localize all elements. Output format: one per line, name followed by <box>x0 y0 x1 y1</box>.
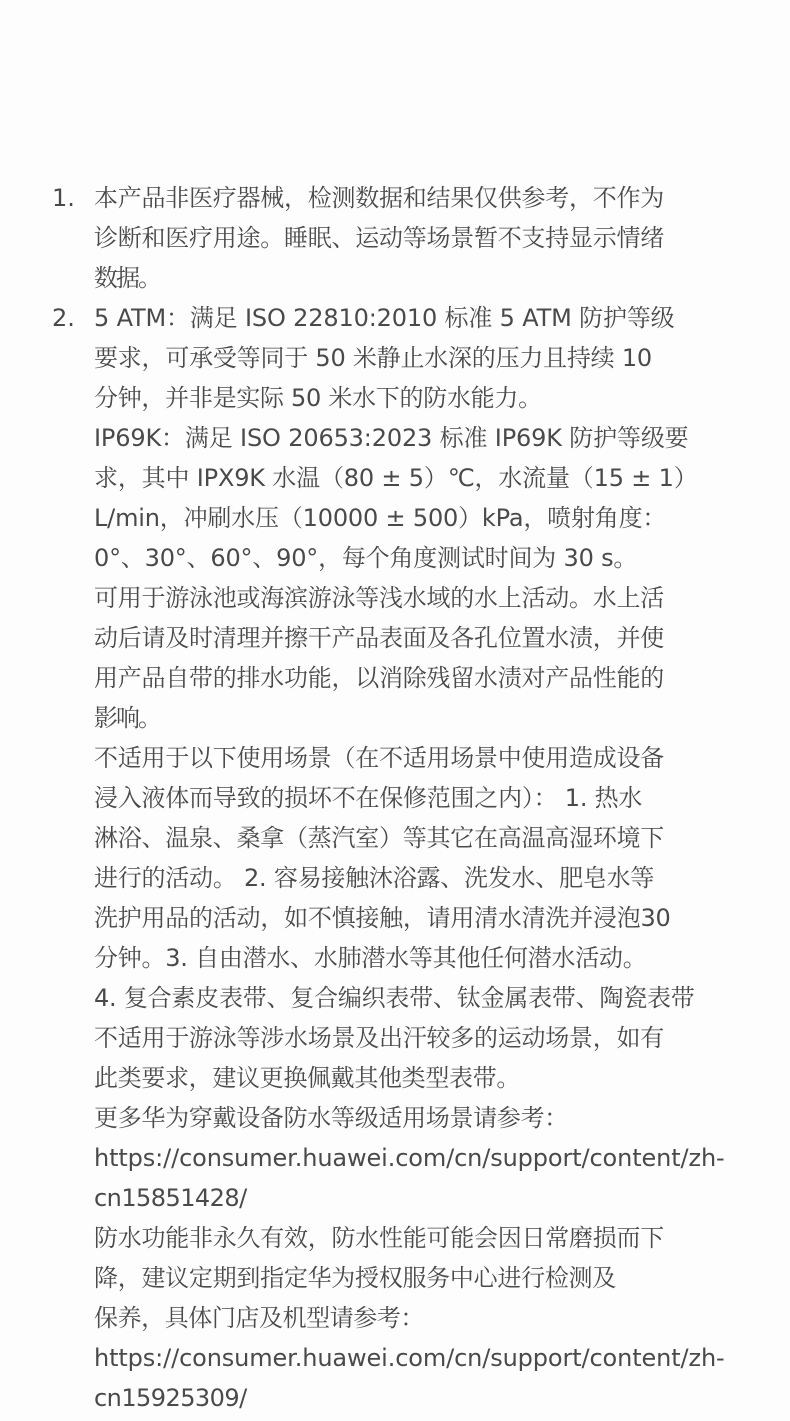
note-line: 要求，可承受等同于 50 米静止水深的压力且持续 10 <box>94 344 652 372</box>
note-line: 本产品非医疗器械，检测数据和结果仅供参考，不作为 <box>94 184 664 212</box>
note-line: L/min，冲刷水压（10000 ± 500）kPa，喷射角度： <box>94 504 667 532</box>
note-line: 洗护用品的活动，如不慎接触，请用清水清洗并浸泡30 <box>94 904 671 932</box>
note-line: 进行的活动。 2. 容易接触沐浴露、洗发水、肥皂水等 <box>94 864 655 892</box>
note-line: 求，其中 IPX9K 水温（80 ± 5）℃，水流量（15 ± 1） <box>94 464 698 492</box>
support-link-waterproof-scenarios[interactable]: https://consumer.huawei.com/cn/support/content/zh- <box>94 1144 725 1172</box>
note-item-2 <box>0 298 790 1418</box>
note-line: 用产品自带的排水功能，以消除残留水渍对产品性能的 <box>94 664 664 692</box>
note-line: 4. 复合素皮表带、复合编织表带、钛金属表带、陶瓷表带 <box>94 984 695 1012</box>
note-line: 动后请及时清理并擦干产品表面及各孔位置水渍，并使 <box>94 624 664 652</box>
note-line: 此类要求，建议更换佩戴其他类型表带。 <box>94 1064 520 1092</box>
note-line: 更多华为穿戴设备防水等级适用场景请参考： <box>94 1104 568 1132</box>
support-link-service-centers[interactable]: cn15925309/ <box>94 1384 247 1412</box>
note-line: 浸入液体而导致的损坏不在保修范围之内）： 1. 热水 <box>94 784 643 812</box>
note-line: 分钟。3. 自由潜水、水肺潜水等其他任何潜水活动。 <box>94 944 647 972</box>
support-link-service-centers[interactable]: https://consumer.huawei.com/cn/support/content/zh- <box>94 1344 725 1372</box>
note-number: 2. <box>52 304 75 332</box>
note-line: IP69K：满足 ISO 20653:2023 标准 IP69K 防护等级要 <box>94 424 689 452</box>
note-item-1 <box>0 178 790 298</box>
note-line: 保养，具体门店及机型请参考： <box>94 1304 424 1332</box>
note-line: 影响。 <box>94 704 160 732</box>
note-line: 分钟，并非是实际 50 米水下的防水能力。 <box>94 384 542 412</box>
note-number: 1. <box>52 184 75 212</box>
note-line: 可用于游泳池或海滨游泳等浅水域的水上活动。水上活 <box>94 584 664 612</box>
note-line: 0°、30°、60°、90°，每个角度测试时间为 30 s。 <box>94 544 638 572</box>
note-line: 数据。 <box>94 264 160 292</box>
note-line: 5 ATM：满足 ISO 22810:2010 标准 5 ATM 防护等级 <box>94 304 675 332</box>
note-line: 淋浴、温泉、桑拿（蒸汽室）等其它在高温高湿环境下 <box>94 824 664 852</box>
note-line: 不适用于游泳等涉水场景及出汗较多的运动场景，如有 <box>94 1024 664 1052</box>
support-link-waterproof-scenarios[interactable]: cn15851428/ <box>94 1184 247 1212</box>
note-line: 防水功能非永久有效，防水性能可能会因日常磨损而下 <box>94 1224 664 1252</box>
note-line: 降，建议定期到指定华为授权服务中心进行检测及 <box>94 1264 616 1292</box>
disclaimer-list <box>0 178 790 1418</box>
note-line: 不适用于以下使用场景（在不适用场景中使用造成设备 <box>94 744 664 772</box>
note-line: 诊断和医疗用途。睡眠、运动等场景暂不支持显示情绪 <box>94 224 664 252</box>
